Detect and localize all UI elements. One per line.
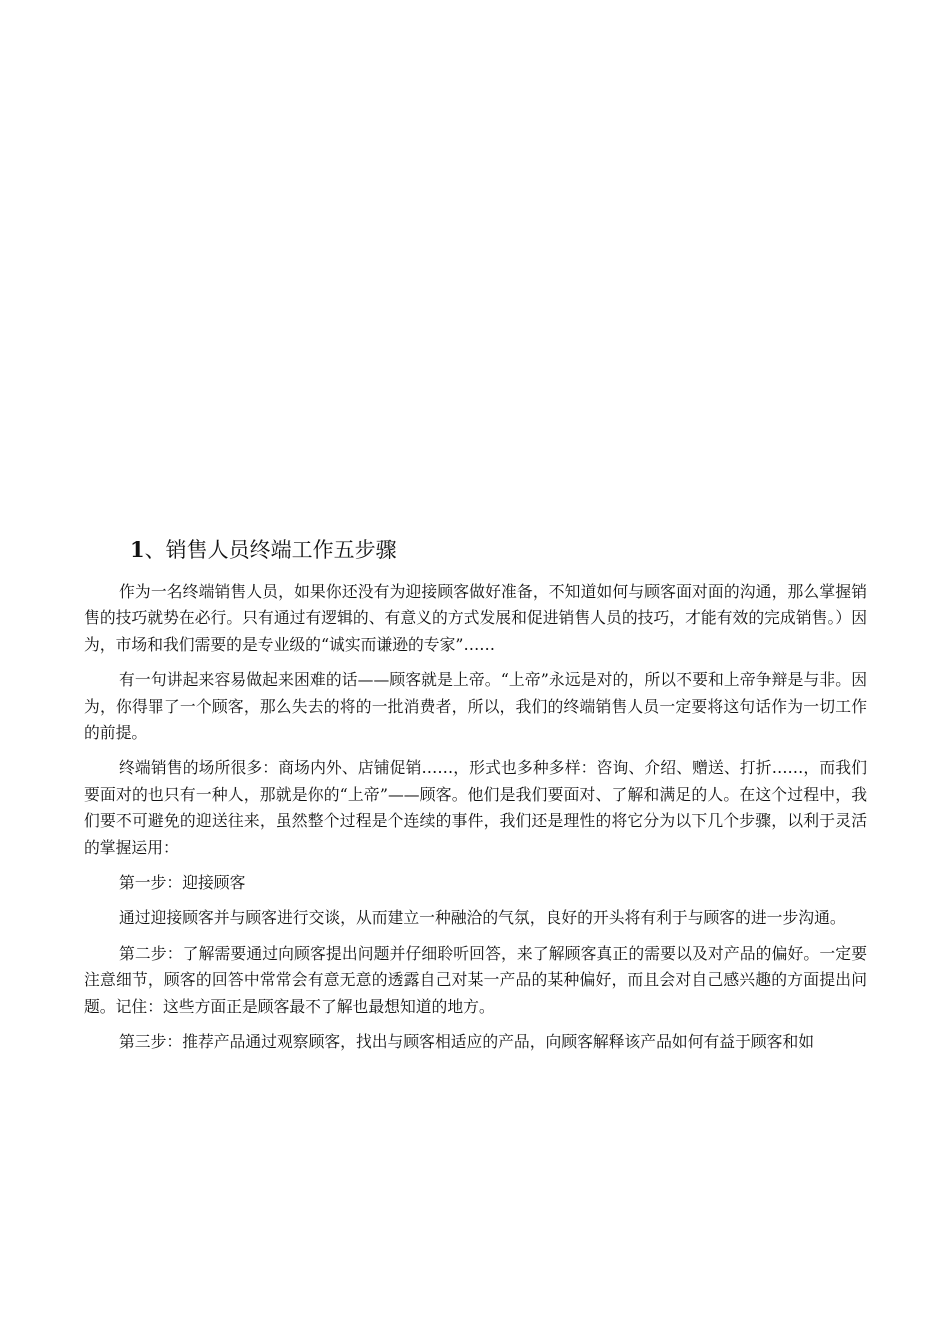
paragraph-sales-venues: 终端销售的场所很多：商场内外、店铺促销……，形式也多种多样：咨询、介绍、赠送、打折……，而我们要面对的也只有一种人，那就是你的“上帝”——顾客。他们是我们要面对、了解和满足的人。在这个过程中，我们要不可避免的迎送往来，虽然整个过程是个连续的事件，我们还是理性的将它分为以下几个步骤，以利于灵活的掌握运用： (84, 758, 867, 857)
paragraph-customer-is-god: 有一句讲起来容易做起来困难的话——顾客就是上帝。“上帝”永远是对的，所以不要和上帝争辩是与非。因为，你得罪了一个顾客，那么失去的将的一批消费者，所以，我们的终端销售人员一定要将这句话作为一切工作的前提。 (84, 670, 867, 743)
document-body (84, 579, 867, 1056)
step-1-heading: 第一步：迎接顾客 (119, 873, 246, 893)
paragraph-step-1: 通过迎接顾客并与顾客进行交谈，从而建立一种融洽的气氛，良好的开头将有利于与顾客的进一步沟通。 (119, 908, 846, 928)
paragraph-step-3: 第三步：推荐产品通过观察顾客，找出与顾客相适应的产品，向顾客解释该产品如何有益于顾客和如 (119, 1032, 815, 1052)
paragraph-step-2: 第二步：了解需要通过向顾客提出问题并仔细聆听回答，来了解顾客真正的需要以及对产品的偏好。一定要注意细节，顾客的回答中常常会有意无意的透露自己对某一产品的某种偏好，而且会对自己感兴趣的方面提出问题。记住：这些方面正是顾客最不了解也最想知道的地方。 (84, 943, 867, 1016)
section-heading (130, 536, 397, 564)
paragraph-intro: 作为一名终端销售人员，如果你还没有为迎接顾客做好准备，不知道如何与顾客面对面的沟通，那么掌握销售的技巧就势在必行。只有通过有逻辑的、有意义的方式发展和促进销售人员的技巧，才能有效的完成销售。）因为，市场和我们需要的是专业级的“诚实而谦逊的专家”…… (84, 582, 867, 654)
section-number: 1 (130, 537, 145, 562)
section-title: 、销售人员终端工作五步骤 (144, 538, 397, 562)
